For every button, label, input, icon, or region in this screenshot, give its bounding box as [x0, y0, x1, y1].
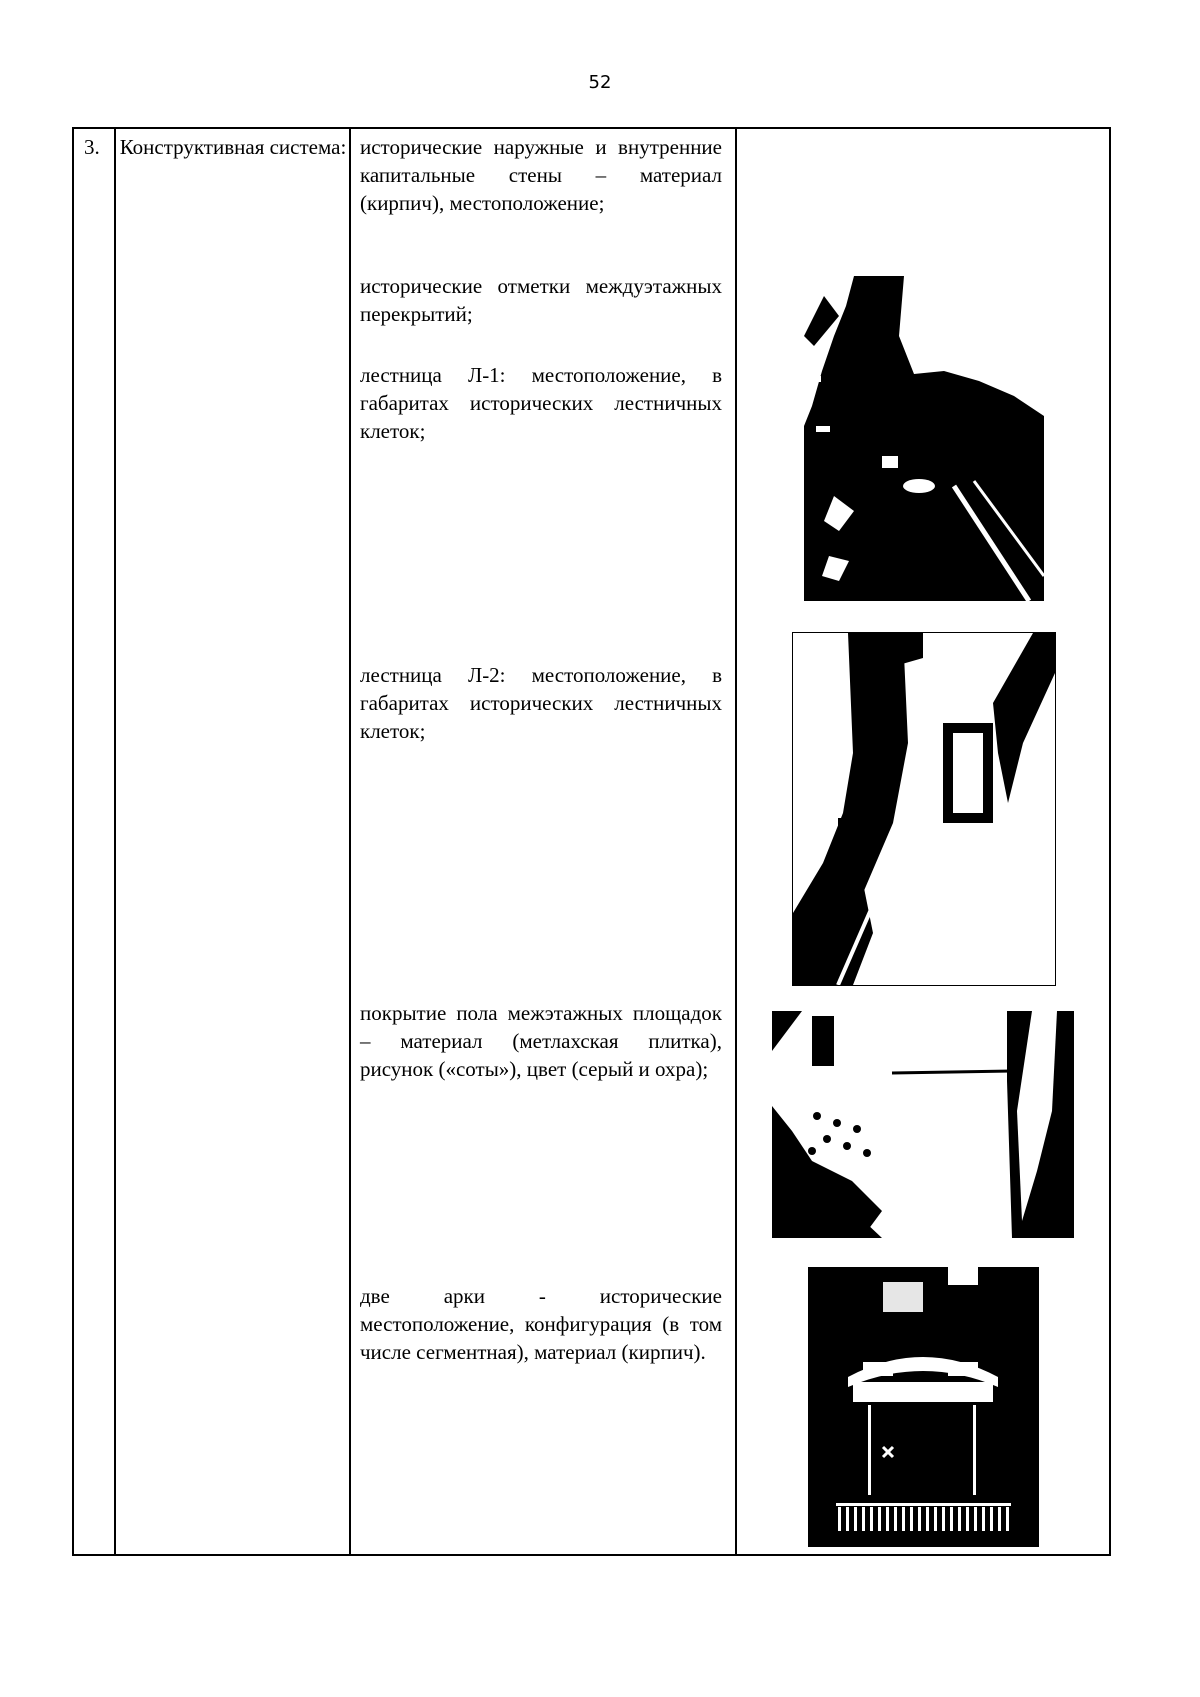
- page-number: 52: [588, 72, 612, 93]
- item-floor-covering: покрытие пола межэтажных площадок – материал (метлахская плитка), рисунок («соты»), цвет (серый и охра);: [360, 1001, 722, 1081]
- item-floor-levels: исторические отметки междуэтажных перекрытий;: [360, 274, 722, 326]
- column-divider: [114, 129, 116, 1554]
- column-divider: [349, 129, 351, 1554]
- item-staircase-l2: лестница Л-2: местоположение, в габаритах исторических лестничных клеток;: [360, 663, 722, 743]
- elements-table: [72, 127, 1111, 1556]
- photo-arches: [808, 1267, 1039, 1547]
- item-walls: исторические наружные и внутренние капитальные стены – материал (кирпич), местоположение;: [360, 135, 722, 215]
- item-arches: две арки - исторические местоположение, конфигурация (в том числе сегментная), материал (кирпич).: [360, 1284, 722, 1364]
- column-divider: [735, 129, 737, 1554]
- row-title: Конструктивная система:: [119, 135, 347, 159]
- photo-staircase-l1: [804, 276, 1044, 601]
- item-staircase-l1: лестница Л-1: местоположение, в габаритах исторических лестничных клеток;: [360, 363, 722, 443]
- photo-floor-tiles: [772, 1011, 1074, 1238]
- photo-staircase-l2: [792, 632, 1056, 986]
- row-number: 3.: [84, 135, 100, 159]
